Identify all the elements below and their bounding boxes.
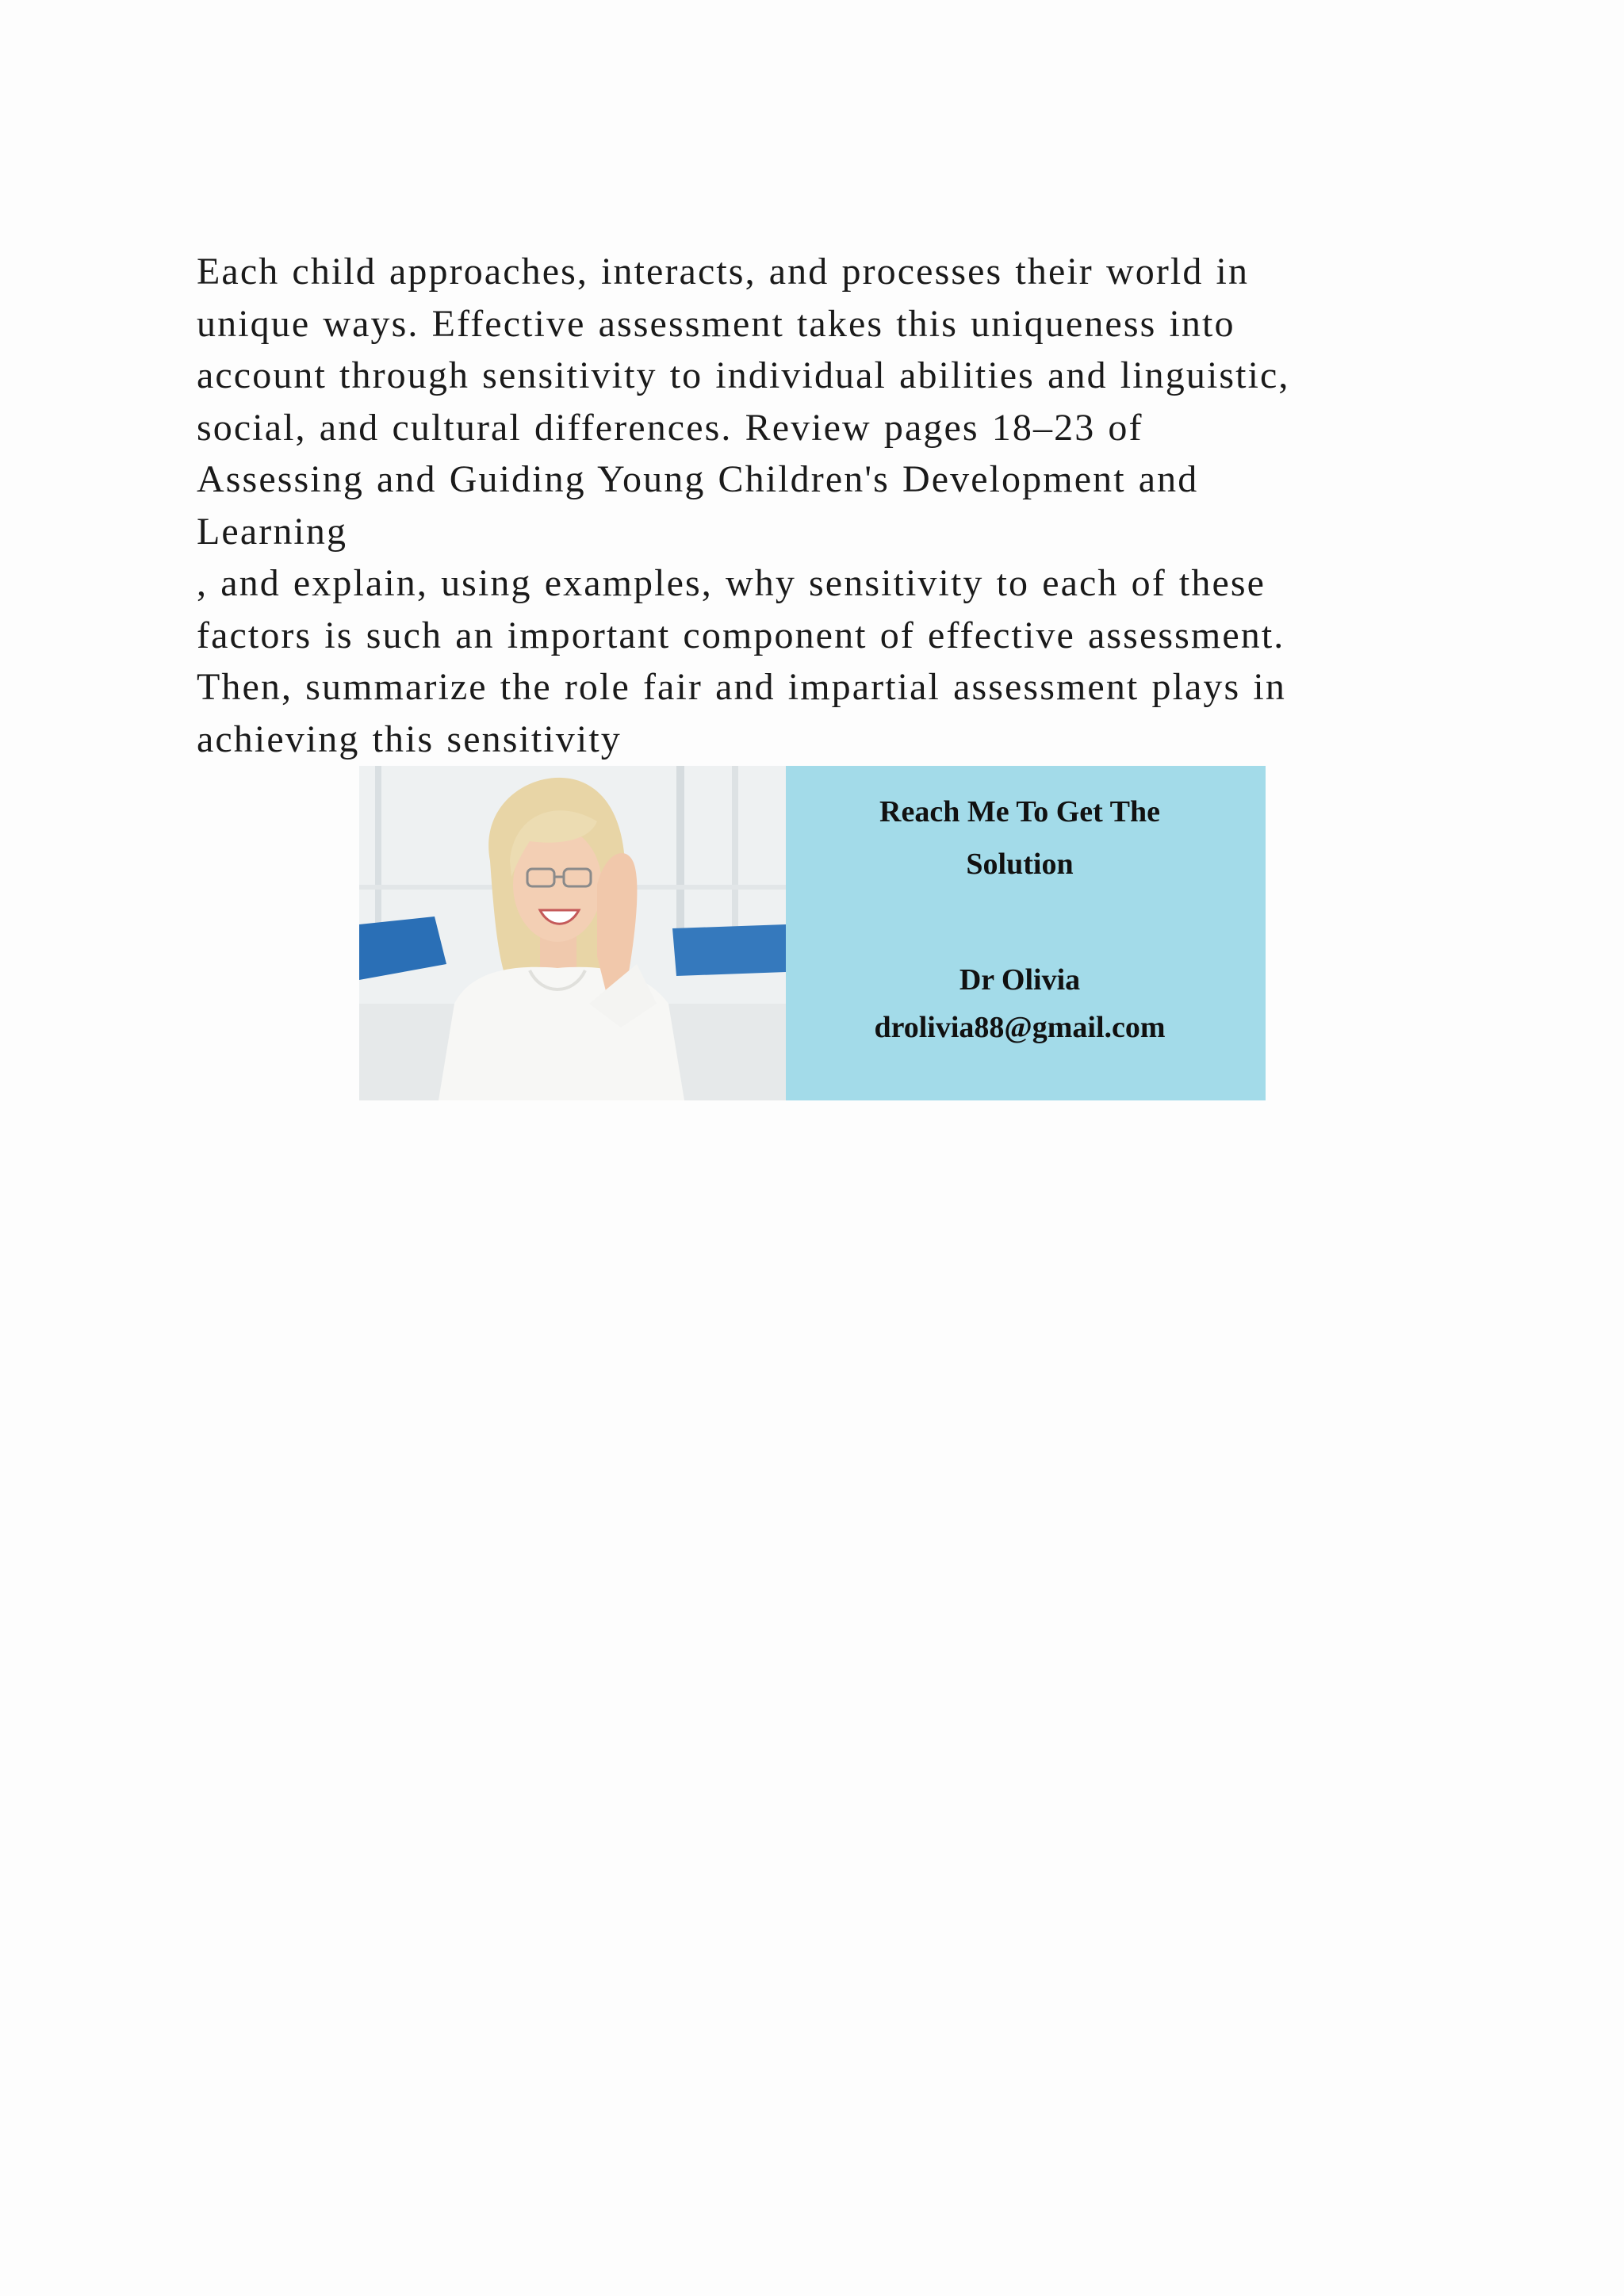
contact-banner: [359, 766, 1266, 1100]
banner-headline-2: Solution: [966, 848, 1074, 881]
text-line: Assessing and Guiding Young Children's Development and: [197, 458, 1199, 500]
text-line: account through sensitivity to individual abilities and linguistic,: [197, 354, 1290, 396]
woman-photo: [359, 766, 786, 1100]
assignment-text: [197, 246, 1481, 765]
contact-panel: [786, 766, 1266, 1100]
text-line: Each child approaches, interacts, and processes their world in: [197, 251, 1250, 293]
text-line: social, and cultural differences. Review pages 18–23 of: [197, 406, 1143, 449]
text-line: , and explain, using examples, why sensitivity to each of these: [197, 562, 1266, 604]
woman-photo-illustration: [359, 766, 786, 1100]
contact-email[interactable]: drolivia88@gmail.com: [874, 1011, 1166, 1044]
text-line: Learning: [197, 510, 348, 553]
contact-name: Dr Olivia: [959, 963, 1081, 997]
text-line: factors is such an important component of effective assessment.: [197, 614, 1285, 656]
text-line: achieving this sensitivity: [197, 718, 622, 760]
banner-headline: Reach Me To Get The: [879, 795, 1160, 828]
text-line: unique ways. Effective assessment takes this uniqueness into: [197, 302, 1235, 345]
text-line: Then, summarize the role fair and impartial assessment plays in: [197, 666, 1286, 708]
